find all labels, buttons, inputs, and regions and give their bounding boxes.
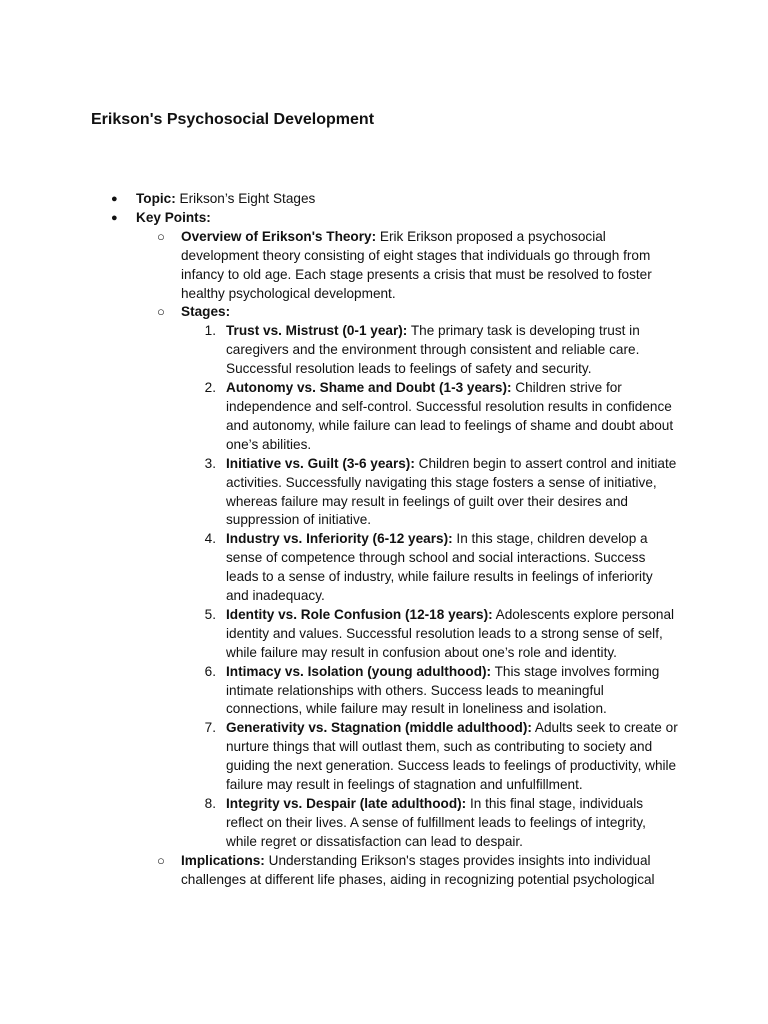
stage-text: The primary task is developing trust in caregivers and the environment through consistent and reliable care. Successful resolution leads to feelings of safety and security. [226, 323, 640, 377]
topic-label: Topic: [136, 191, 176, 206]
stage-item-8 [0, 795, 678, 852]
stage-text: Adolescents explore personal identity and values. Successful resolution leads to a strong sense of self, while failure may result in confusion about one’s role and identity. [226, 606, 675, 660]
stage-number: 7. [204, 720, 216, 736]
document-title: Erikson's Psychosocial Development [91, 111, 375, 128]
overview-label: Overview of Erikson's Theory: [181, 228, 377, 244]
document-body [0, 190, 768, 890]
stage-item-2 [0, 379, 678, 455]
overview-item [0, 228, 676, 304]
bullet-marker: ● [111, 193, 118, 205]
stage-label: Identity vs. Role Confusion (12-18 years): [226, 606, 493, 622]
overview-text: Erik Erikson proposed a psychosocial development theory consisting of eight stages that individuals go through from infancy to old age. Each stage presents a crisis that must be resolved to foster healthy psychological development. [181, 228, 652, 301]
stage-label: Autonomy vs. Shame and Doubt (1-3 years): [226, 380, 512, 396]
stage-label: Integrity vs. Despair (late adulthood): [226, 796, 467, 811]
stage-item-4 [0, 530, 678, 606]
stage-item-1 [0, 322, 678, 379]
implications-item [0, 852, 676, 890]
topic-bullet-item [0, 190, 676, 209]
topic-text: Erikson’s Eight Stages [175, 191, 316, 206]
stage-number: 8. [204, 796, 216, 811]
sub-bullet-marker: ○ [157, 852, 165, 868]
stage-text: In this final stage, individuals reflect on their lives. A sense of fulfillment leads to feelings of integrity, while regret or dissatisfaction can lead to despair. [226, 796, 646, 849]
implications-text: Understanding Erikson's stages provides insights into individual challenges at different life phases, aiding in recognizing potential psychological [181, 852, 655, 887]
key-points-bullet-item [0, 209, 676, 228]
stage-label: Trust vs. Mistrust (0-1 year): [226, 323, 408, 339]
stage-label: Generativity vs. Stagnation (middle adulthood): [226, 720, 532, 736]
sub-bullet-marker: ○ [157, 228, 165, 244]
stage-text: Children begin to assert control and initiate activities. Successfully navigating this stage fosters a sense of initiative, whereas failure may result in feelings of guilt over their desires and suppression of initiative. [226, 455, 677, 528]
stage-number: 2. [204, 380, 216, 396]
stage-number: 5. [204, 606, 216, 622]
stage-text: In this stage, children develop a sense of competence through school and social interactions. Success leads to a sense of industry, while failure results in feelings of inferiority and inadequacy. [226, 531, 653, 604]
sub-bullet-marker: ○ [157, 304, 165, 320]
stage-text: Adults seek to create or nurture things that will outlast them, such as contributing to society and guiding the next generation. Success leads to feelings of productivity, while failure may result in feelings of stagnation and unfulfillment. [226, 720, 678, 793]
stage-label: Initiative vs. Guilt (3-6 years): [226, 455, 415, 471]
stage-number: 6. [204, 663, 216, 679]
stage-number: 1. [204, 323, 216, 339]
stage-item-5 [0, 606, 678, 663]
stage-item-3 [0, 455, 678, 531]
bullet-marker: ● [111, 211, 118, 224]
stage-item-7 [0, 719, 678, 795]
stages-item [0, 303, 676, 322]
stage-text: This stage involves forming intimate relationships with others. Success leads to meaningful connections, while failure may result in loneliness and isolation. [226, 663, 660, 717]
stage-item-6 [0, 663, 678, 720]
stage-number: 4. [204, 531, 216, 547]
stage-text: Children strive for independence and self-control. Successful resolution results in confidence and autonomy, while failure can lead to feelings of shame and doubt about one’s abilities. [226, 380, 674, 452]
key-points-label: Key Points: [136, 209, 211, 225]
implications-label: Implications: [181, 852, 265, 868]
stages-label: Stages: [181, 304, 231, 320]
stage-label: Intimacy vs. Isolation (young adulthood): [226, 663, 492, 679]
stage-number: 3. [204, 455, 216, 471]
stage-label: Industry vs. Inferiority (6-12 years): [226, 531, 453, 547]
